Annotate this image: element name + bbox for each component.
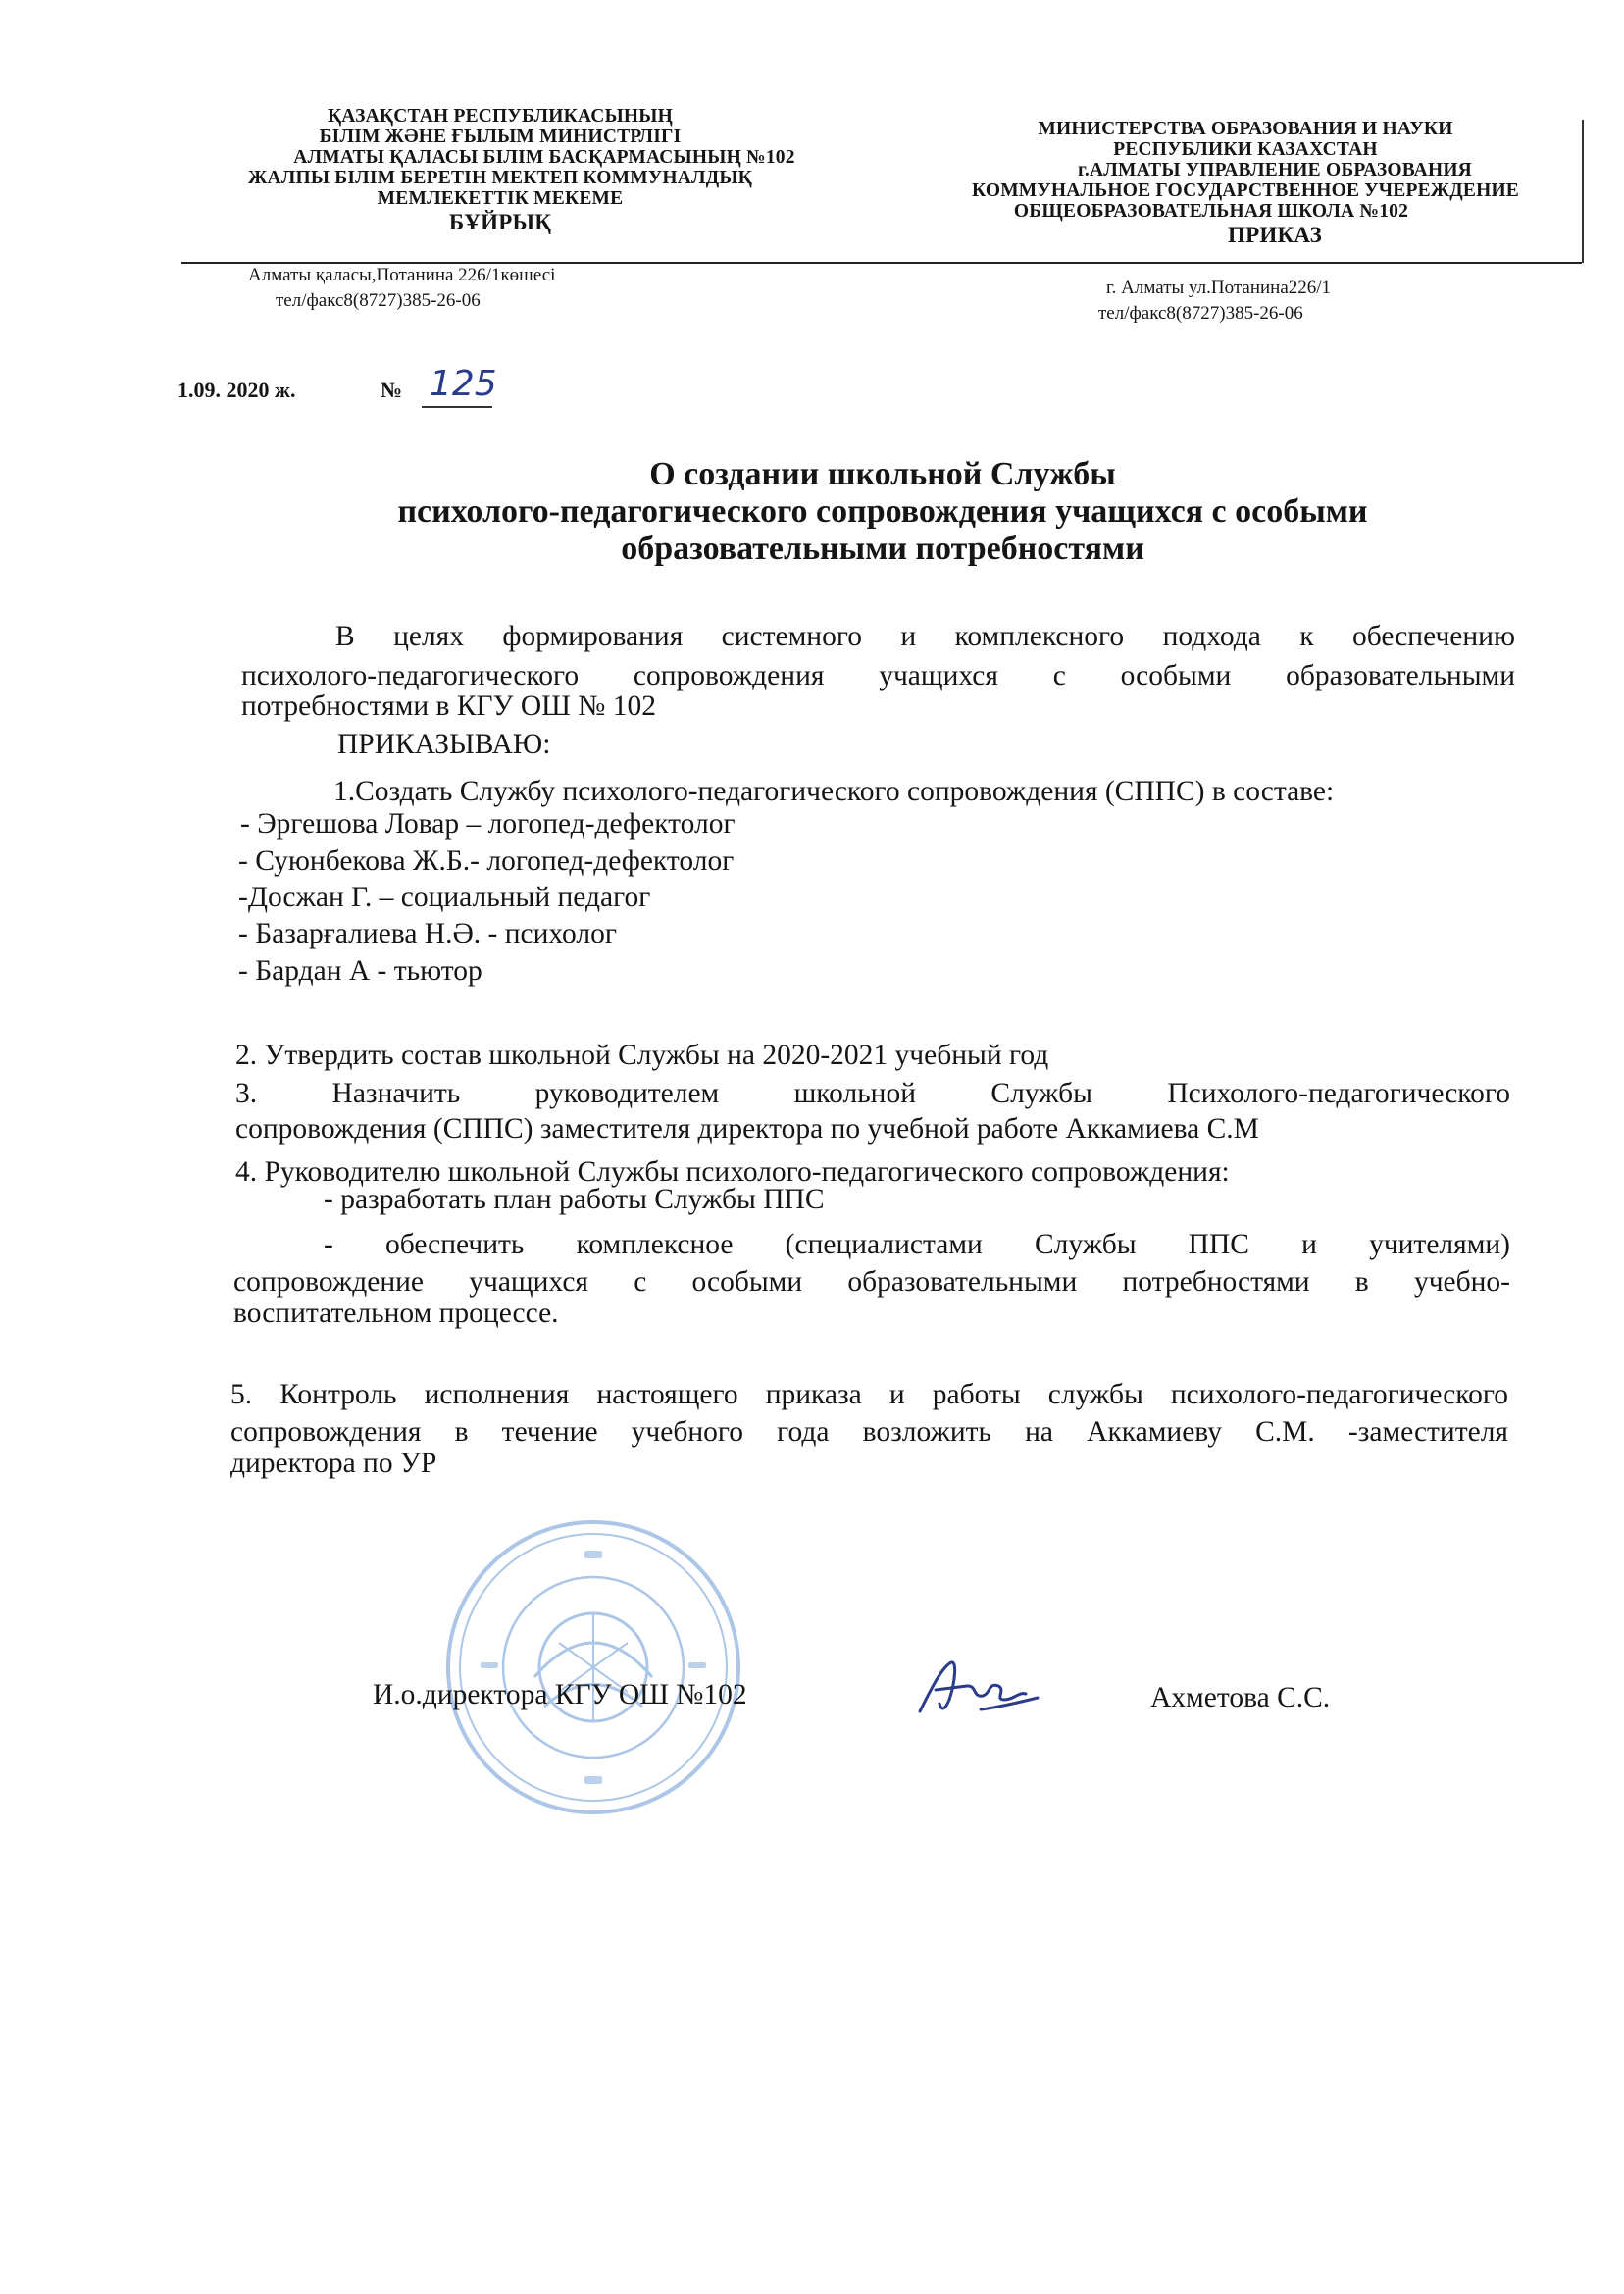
item-4-sub-line: сопровождение учащихся с особыми образовательными потребностями в учебно-	[233, 1266, 1510, 1298]
title-line: психолого-педагогического сопровождения учащихся с особыми	[397, 493, 1368, 530]
member-item: - Базарғалиева Н.Ә. - психолог	[238, 918, 617, 949]
handwritten-signature-icon	[912, 1653, 1049, 1721]
order-word: ПРИКАЗЫВАЮ:	[337, 729, 551, 760]
item-1: 1.Создать Службу психолого-педагогического сопровождения (СППС) в составе:	[333, 776, 1335, 807]
order-date: 1.09. 2020 ж.	[178, 378, 296, 402]
header-kz-line: ЖАЛПЫ БІЛІМ БЕРЕТІН МЕКТЕП КОММУНАЛДЫҚ	[247, 168, 753, 188]
preamble-line: В целях формирования системного и комплексного подхода к обеспечению	[335, 621, 1515, 652]
header-kz-line: БІЛІМ ЖӘНЕ ҒЫЛЫМ МИНИСТРЛІГІ	[319, 127, 682, 147]
header-ru-address: г. Алматы ул.Потанина226/1	[1106, 278, 1332, 298]
header-kz-line: АЛМАТЫ ҚАЛАСЫ БІЛІМ БАСҚАРМАСЫНЫҢ №102	[293, 147, 795, 168]
item-3-line: 3. Назначить руководителем школьной Службы Психолого-педагогического	[235, 1078, 1510, 1109]
header-ru-phone: тел/факс8(8727)385-26-06	[1098, 303, 1303, 324]
member-item: - Суюнбекова Ж.Б.- логопед-дефектолог	[238, 845, 735, 877]
item-5-line: 5. Контроль исполнения настоящего приказа и работы службы психолого-педагогического	[230, 1379, 1508, 1410]
item-3-line: сопровождения (СППС) заместителя директора по учебной работе Аккамиева С.М	[235, 1113, 1259, 1145]
header-kz-line: ҚАЗАҚСТАН РЕСПУБЛИКАСЫНЫҢ	[327, 106, 674, 127]
title-line: О создании школьной Службы	[649, 456, 1116, 492]
header-ru-line: РЕСПУБЛИКИ КАЗАХСТАН	[1113, 139, 1378, 160]
member-item: - Эргешова Ловар – логопед-дефектолог	[240, 808, 736, 840]
document-title	[196, 456, 1569, 568]
signatory-name: Ахметова С.С.	[1150, 1682, 1331, 1713]
member-item: - Бардан А - тьютор	[238, 955, 482, 987]
order-number: 125	[430, 364, 497, 404]
signatory-position: И.о.директора КГУ ОШ №102	[373, 1679, 747, 1710]
header-kz-address: Алматы қаласы,Потанина 226/1көшесі	[248, 265, 556, 285]
header-kz-line: МЕМЛЕКЕТТІК МЕКЕМЕ	[377, 188, 624, 209]
header-ru-line: МИНИСТЕРСТВА ОБРАЗОВАНИЯ И НАУКИ	[1038, 119, 1453, 139]
member-item: -Досжан Г. – социальный педагог	[238, 882, 651, 913]
header-kz-doc-type: БҰЙРЫҚ	[448, 210, 552, 234]
item-2: 2. Утвердить состав школьной Службы на 2020-2021 учебный год	[235, 1040, 1049, 1071]
header-kz-phone: тел/факс8(8727)385-26-06	[276, 290, 481, 311]
item-4: 4. Руководителю школьной Службы психолого-педагогического сопровождения:	[235, 1156, 1230, 1188]
header-kz-block	[186, 106, 814, 235]
header-ru-line: ОБЩЕОБРАЗОВАТЕЛЬНАЯ ШКОЛА №102	[1013, 201, 1409, 222]
preamble-line: потребностями в КГУ ОШ № 102	[241, 690, 657, 722]
item-5-line: директора по УР	[230, 1448, 437, 1479]
header-divider-line	[181, 262, 1582, 264]
item-5-line: сопровождения в течение учебного года возложить на Аккамиеву С.М. -заместителя	[230, 1416, 1508, 1448]
header-right-border	[1582, 120, 1584, 263]
item-4-sub: - разработать план работы Службы ППС	[324, 1184, 825, 1215]
header-ru-line: КОММУНАЛЬНОЕ ГОСУДАРСТВЕННОЕ УЧЕРЕЖДЕНИЕ	[971, 180, 1520, 201]
title-line: образовательными потребностями	[621, 531, 1144, 567]
order-number-sign: №	[381, 378, 403, 402]
item-4-sub-line: - обеспечить комплексное (специалистами Службы ППС и учителями)	[324, 1229, 1510, 1260]
header-ru-line: г.АЛМАТЫ УПРАВЛЕНИЕ ОБРАЗОВАНИЯ	[1078, 160, 1472, 180]
preamble-line: психолого-педагогического сопровождения учащихся с особыми образовательными	[241, 660, 1515, 691]
official-stamp-icon	[441, 1515, 745, 1819]
header-ru-doc-type: ПРИКАЗ	[1228, 223, 1322, 247]
item-4-sub-line: воспитательном процессе.	[233, 1298, 559, 1329]
header-ru-block	[902, 119, 1589, 248]
order-number-underline	[422, 406, 492, 408]
